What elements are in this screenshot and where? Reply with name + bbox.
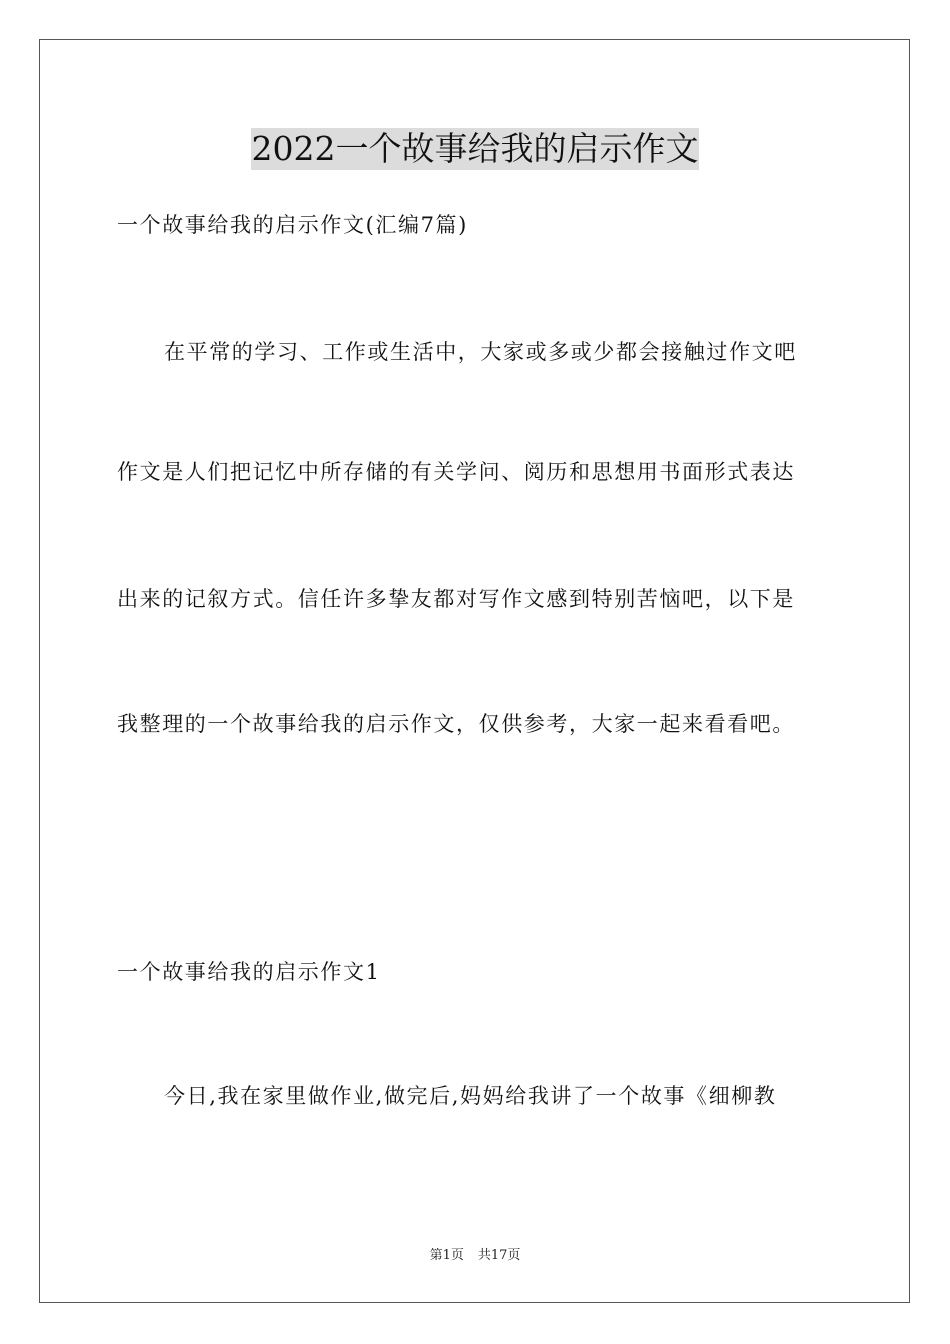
section-heading: 一个故事给我的启示作文1	[117, 960, 381, 984]
document-subtitle: 一个故事给我的启示作文(汇编7篇)	[117, 213, 468, 237]
page-total: 共17页	[477, 1248, 521, 1263]
intro-line-3: 出来的记叙方式。信任许多挚友都对写作文感到特别苦恼吧，以下是	[117, 587, 795, 611]
intro-line-4: 我整理的一个故事给我的启示作文，仅供参考，大家一起来看看吧。	[117, 712, 795, 736]
document-title-block	[0, 128, 950, 170]
document-title: 2022一个故事给我的启示作文	[251, 129, 699, 168]
page-footer	[0, 1248, 950, 1264]
page-number: 第1页	[429, 1248, 464, 1263]
intro-line-1: 在平常的学习、工作或生活中，大家或多或少都会接触过作文吧	[164, 340, 797, 364]
section-first-line: 今日,我在家里做作业,做完后,妈妈给我讲了一个故事《细柳教	[164, 1084, 777, 1108]
intro-line-2: 作文是人们把记忆中所存储的有关学问、阅历和思想用书面形式表达	[117, 460, 795, 484]
